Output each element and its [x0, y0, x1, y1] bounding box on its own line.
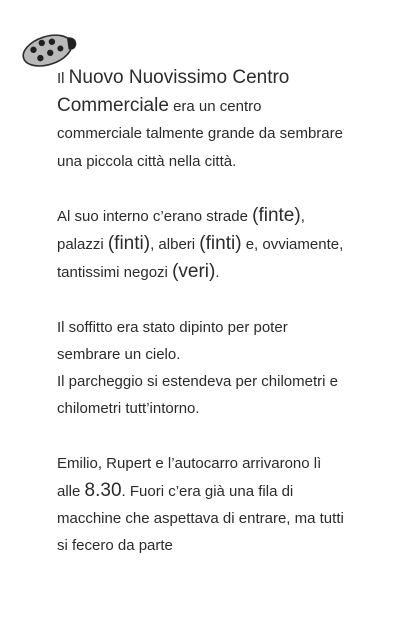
inside-emphasis-4: (veri) [172, 261, 216, 283]
intro-rest: era un centro commerciale talmente grande da sembrare una piccola città nella città. [57, 98, 343, 170]
inside-emphasis-1: (finte) [252, 205, 301, 226]
inside-text-4: e, ovviamente, tantissimi negozi [57, 236, 344, 282]
intro-article: Il [57, 70, 69, 87]
inside-text-3: , alberi [150, 236, 200, 254]
inside-text-5: . [215, 264, 220, 282]
ceiling-line: Il soffitto era stato dipinto per poter sembrare un cielo. [57, 318, 288, 363]
paragraph-inside [57, 202, 347, 287]
mall-name: Nuovo Nuovissimo Centro Commerciale [57, 67, 290, 117]
inside-emphasis-2: (finti) [107, 233, 151, 255]
inside-emphasis-3: (finti) [199, 233, 242, 255]
story-text [57, 64, 347, 587]
arrival-time: 8.30 [84, 480, 122, 501]
arrival-text-1: Emilio, Rupert e l’autocarro arrivarono lì alle [57, 454, 322, 500]
parking-line: Il parcheggio si estendeva per chilometri e chilometri tutt’intorno. [57, 373, 338, 418]
paragraph-ceiling [57, 314, 347, 423]
paragraph-arrival [57, 450, 347, 560]
inside-text-1: Al suo interno c’erano strade [57, 208, 253, 225]
arrival-text-2: . Fuori c’era già una fila di macchine che aspettava di entrare, ma tutti si fecero da parte [57, 483, 344, 555]
paragraph-intro [57, 64, 347, 175]
inside-text-2: , palazzi [57, 208, 305, 254]
